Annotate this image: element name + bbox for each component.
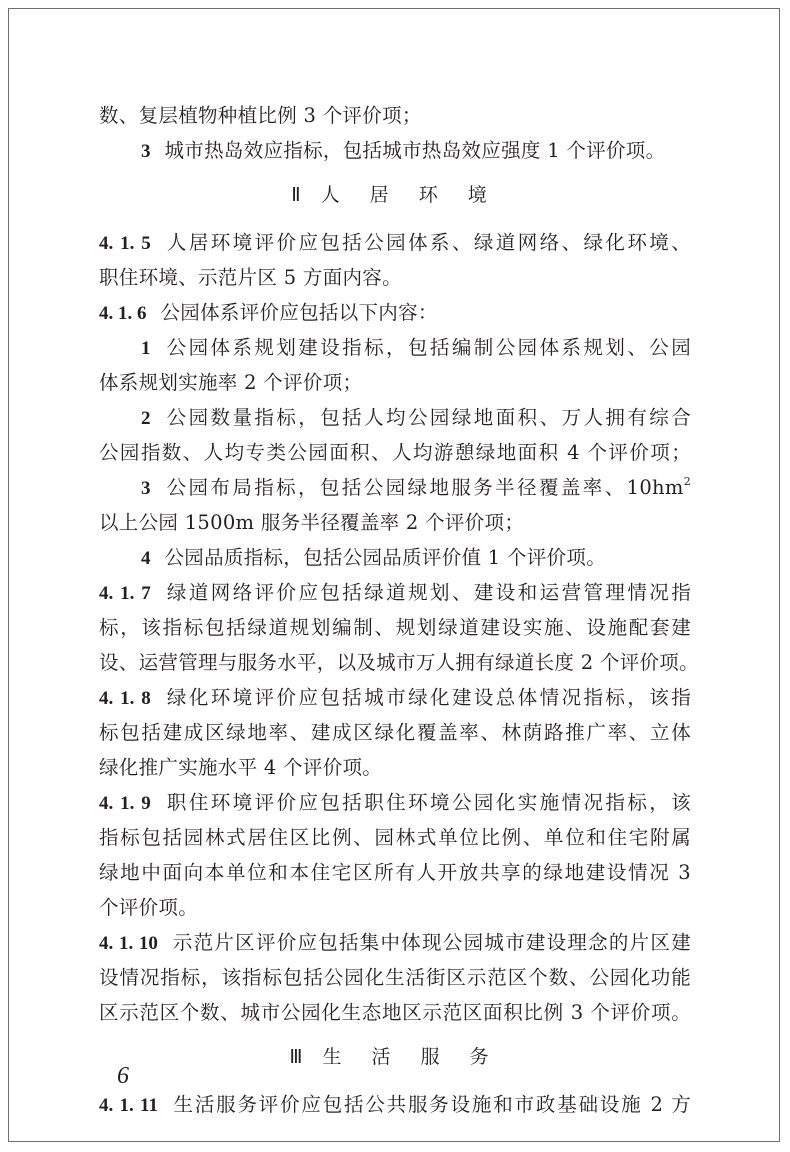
- text-line: 绿地中面向本单位和本住宅区所有人开放共享的绿地建设情况 3: [99, 861, 691, 884]
- clause-text: 绿化环境评价应包括城市绿化建设总体情况指标，该指: [164, 686, 692, 709]
- text-line: 标包括建成区绿地率、建成区绿化覆盖率、林荫路推广率、立体: [99, 721, 691, 744]
- text-line: 体系规划实施率 2 个评价项；: [99, 371, 363, 394]
- text-line: 设、运营管理与服务水平，以及城市万人拥有绿道长度 2 个评价项。: [99, 651, 699, 674]
- text-line: 公园指数、人均专类公园面积、人均游憩绿地面积 4 个评价项；: [99, 441, 691, 464]
- clause-line: 职住环境、示范片区 5 方面内容。: [99, 266, 402, 289]
- item-text: 公园体系规划建设指标，包括编制公园体系规划、公园: [164, 336, 691, 359]
- text-line: 指标包括园林式居住区比例、园林式单位比例、单位和住宅附属: [99, 826, 691, 849]
- clause-number: 4. 1. 10: [99, 933, 158, 954]
- clause-line: [99, 225, 691, 260]
- clause-number: 4. 1. 5: [99, 233, 151, 254]
- item-text: 公园布局指标，包括公园绿地服务半径覆盖率、$10hm^2$: [164, 475, 691, 499]
- list-item: [99, 133, 691, 168]
- clause-text: 生活服务评价应包括公共服务设施和市政基础设施 2 方: [171, 1093, 691, 1116]
- item-text: 公园数量指标，包括人均公园绿地面积、万人拥有综合: [164, 406, 691, 429]
- list-item: [99, 330, 691, 365]
- list-item: [99, 470, 691, 505]
- section-title: 人 居 环 境: [320, 184, 499, 206]
- text-line: 标，该指标包括绿道规划编制、规划绿道建设实施、设施配套建: [99, 616, 691, 639]
- section-numeral: Ⅱ: [291, 185, 301, 206]
- clause-text: 人居环境评价应包括公园体系、绿道网络、绿化环境、: [164, 231, 692, 254]
- clause-number: 4. 1. 7: [99, 583, 151, 604]
- clause-line: [99, 925, 691, 960]
- clause-line: [99, 785, 691, 820]
- clause-line: [99, 295, 691, 330]
- clause-text: 示范片区评价应包括集中体现公园城市建设理念的片区建: [171, 931, 691, 954]
- list-item: [99, 540, 691, 575]
- item-text: 城市热岛效应指标，包括城市热岛效应强度 1 个评价项。: [164, 139, 666, 162]
- superscript: 2: [683, 475, 691, 488]
- clause-line: [99, 1087, 691, 1122]
- clause-number: 4. 1. 8: [99, 688, 151, 709]
- item-text: 公园品质指标，包括公园品质评价值 1 个评价项。: [164, 546, 607, 569]
- section-numeral: Ⅲ: [289, 1047, 303, 1068]
- item-number: 1: [141, 338, 151, 359]
- clause-line: [99, 575, 691, 610]
- section-title: 生 活 服 务: [322, 1046, 501, 1068]
- item-number: 4: [141, 548, 151, 569]
- clause-line: [99, 680, 691, 715]
- section-heading: [99, 1040, 691, 1075]
- clause-text: 公园体系评价应包括以下内容：: [160, 301, 438, 324]
- section-heading: [99, 178, 691, 213]
- text-line: 绿化推广实施水平 4 个评价项。: [99, 756, 383, 779]
- text-line: 区示范区个数、城市公园化生态地区示范区面积比例 3 个评价项。: [99, 1001, 691, 1024]
- list-item: [99, 400, 691, 435]
- clause-number: 4. 1. 11: [99, 1095, 158, 1116]
- document-body: [99, 98, 699, 1122]
- text-line: 以上公园 1500m 服务半径覆盖率 2 个评价项；: [99, 511, 525, 534]
- text-line: 数、复层植物种植比例 3 个评价项；: [99, 104, 422, 127]
- item-number: 3: [141, 141, 151, 162]
- item-number: 3: [141, 478, 151, 499]
- text-line: 个评价项。: [99, 896, 199, 919]
- item-number: 2: [141, 408, 151, 429]
- clause-text: 职住环境评价应包括职住环境公园化实施情况指标，该: [164, 791, 692, 814]
- page-number: 6: [117, 1063, 129, 1089]
- clause-number: 4. 1. 6: [99, 303, 147, 324]
- clause-number: 4. 1. 9: [99, 793, 151, 814]
- clause-text: 绿道网络评价应包括绿道规划、建设和运营管理情况指: [164, 581, 692, 604]
- text-line: 设情况指标，该指标包括公园化生活街区示范区个数、公园化功能: [99, 966, 691, 989]
